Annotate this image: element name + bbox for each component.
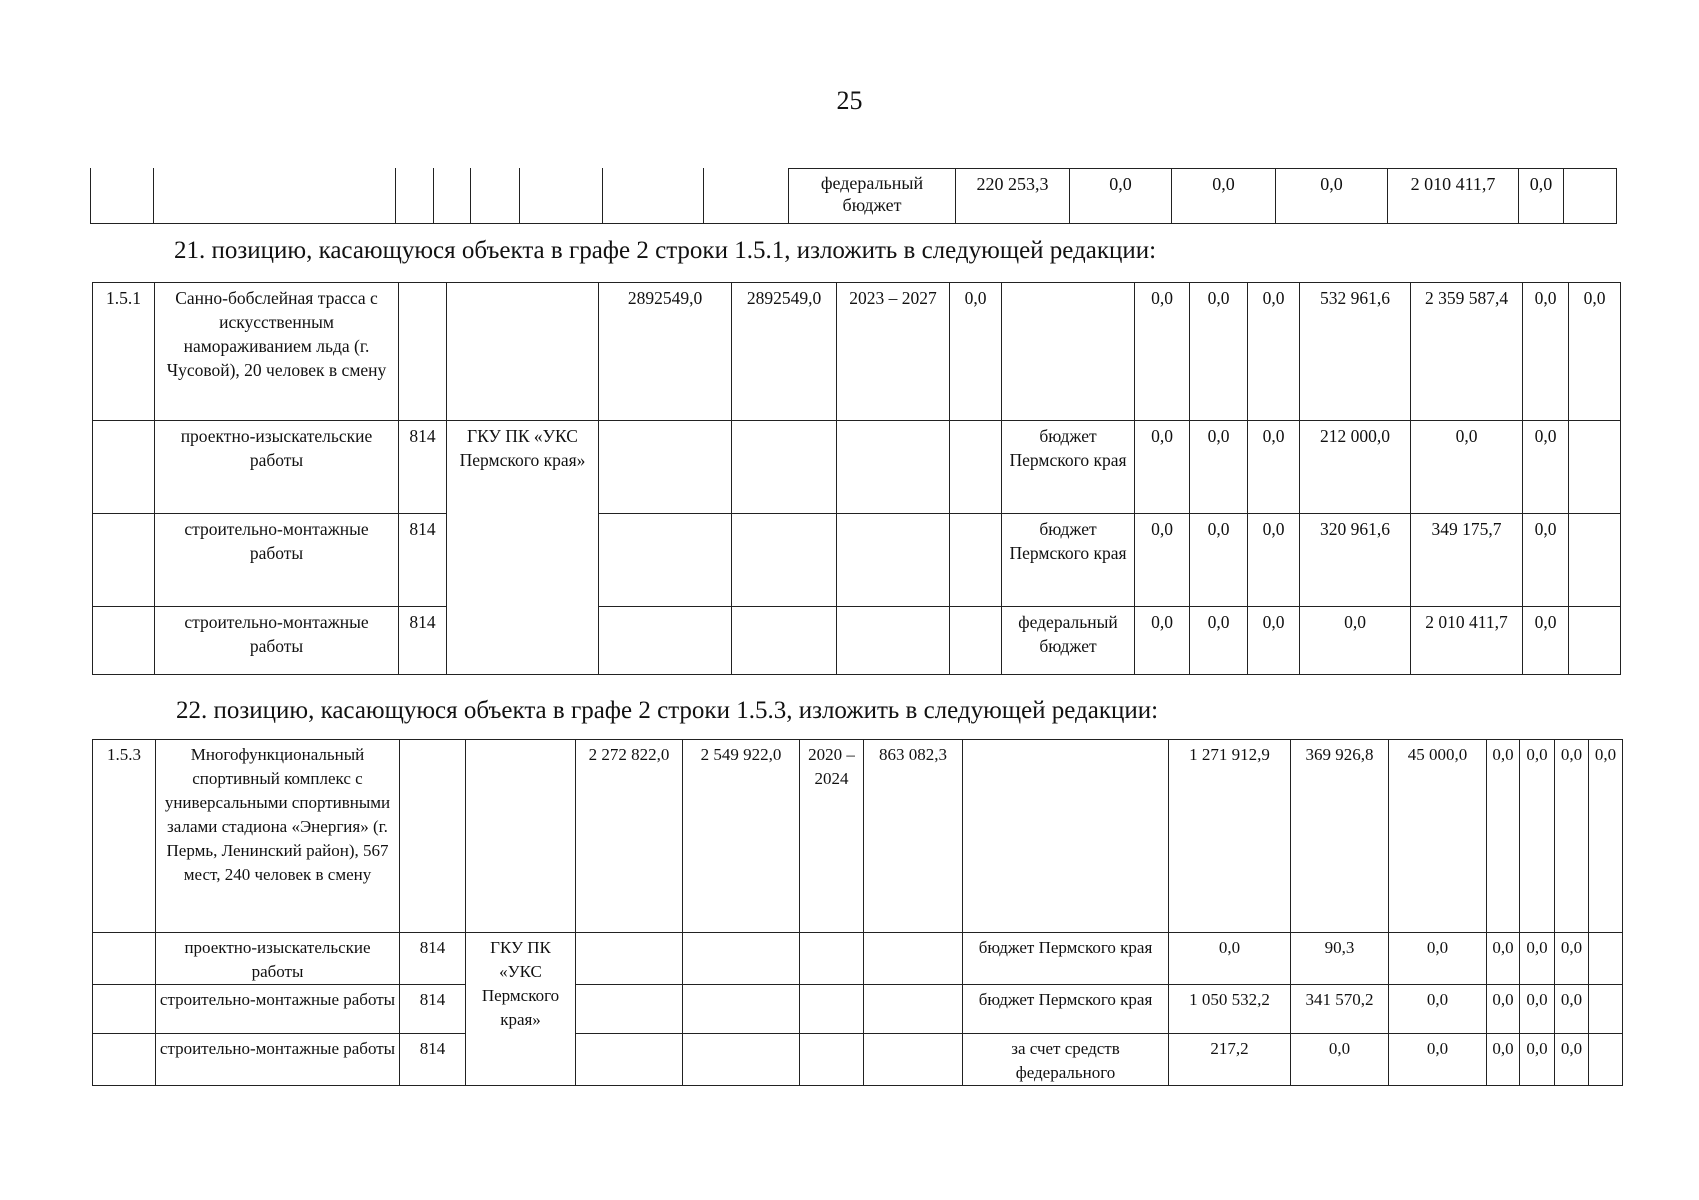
table-row [93,607,1621,675]
value-cell: 349 175,7 [1411,514,1523,607]
value-cell: 341 570,2 [1291,985,1389,1034]
value-cell: 369 926,8 [1291,740,1389,933]
value-cell: 0,0 [1523,283,1569,421]
value-cell: 0,0 [1190,421,1248,514]
value-cell: 0,0 [1135,514,1190,607]
value-cell: 212 000,0 [1300,421,1411,514]
work-type: строительно-монтажные работы [156,985,400,1034]
section-heading-21: 21. позицию, касающуюся объекта в графе 2 строки 1.5.1, изложить в следующей редакции: [174,237,1157,264]
value-cell: 0,0 [1135,421,1190,514]
value-cell: 0,0 [1555,740,1589,933]
value-cell: 0,0 [1276,169,1388,224]
value-cell: 0,0 [1135,283,1190,421]
value-cell: 0,0 [1389,933,1487,985]
value-cell: 0,0 [1520,1034,1555,1086]
value-cell: 0,0 [1389,1034,1487,1086]
budget-source: бюджет Пермского края [1002,421,1135,514]
value-cell: 0,0 [1555,1034,1589,1086]
value-cell: 0,0 [1248,514,1300,607]
table-row [93,421,1621,514]
row-number: 1.5.3 [93,740,156,933]
period-cell: 2020 – 2024 [800,740,864,933]
table-row [93,283,1621,421]
object-name: Многофункциональный спортивный комплекс с универсальными спортивными залами стадиона «Энергия» (г. Пермь, Ленинский район), 567 мест, 240 человек в смену [156,740,400,933]
value-cell: 2 359 587,4 [1411,283,1523,421]
value-cell: 2 010 411,7 [1388,169,1519,224]
object-name: Санно-бобслейная трасса с искусственным намораживанием льда (г. Чусовой), 20 человек в смену [155,283,399,421]
value-cell: 0,0 [1248,283,1300,421]
value-cell: 0,0 [1520,740,1555,933]
work-type: строительно-монтажные работы [155,514,399,607]
object-table-1-5-3 [92,739,1623,1086]
code-cell: 814 [399,607,447,675]
section-heading-22: 22. позицию, касающуюся объекта в графе 2 строки 1.5.3, изложить в следующей редакции: [176,697,1159,724]
value-cell: 0,0 [1487,740,1520,933]
value-cell: 0,0 [1190,607,1248,675]
budget-source: бюджет Пермского края [1002,514,1135,607]
value-cell: 0,0 [1291,1034,1389,1086]
value-cell: 2892549,0 [732,283,837,421]
value-cell: 0,0 [1172,169,1276,224]
code-cell: 814 [400,933,466,985]
budget-source: бюджет Пермского края [963,933,1169,985]
value-cell: 2 549 922,0 [683,740,800,933]
value-cell: 2 010 411,7 [1411,607,1523,675]
page-number: 25 [836,86,863,115]
value-cell: 0,0 [1520,985,1555,1034]
value-cell: 0,0 [1555,985,1589,1034]
value-cell: 863 082,3 [864,740,963,933]
value-cell: 0,0 [1169,933,1291,985]
value-cell: 0,0 [1248,421,1300,514]
value-cell: 45 000,0 [1389,740,1487,933]
value-cell: 0,0 [1520,933,1555,985]
table-row [93,933,1623,985]
budget-source: за счет средств федерального [963,1034,1169,1086]
budget-source: федеральный бюджет [1002,607,1135,675]
row-number: 1.5.1 [93,283,155,421]
object-table-1-5-1 [92,282,1621,675]
value-cell: 0,0 [1300,607,1411,675]
table-row [93,514,1621,607]
table-row [93,1034,1623,1086]
value-cell: 0,0 [1248,607,1300,675]
value-cell: 0,0 [1190,283,1248,421]
value-cell: 0,0 [1190,514,1248,607]
value-cell: 0,0 [1487,985,1520,1034]
value-cell: 0,0 [950,283,1002,421]
work-type: строительно-монтажные работы [156,1034,400,1086]
continuation-table [90,168,1617,224]
budget-source: федеральный бюджет [789,169,956,224]
value-cell: 90,3 [1291,933,1389,985]
value-cell: 1 050 532,2 [1169,985,1291,1034]
budget-source: бюджет Пермского края [963,985,1169,1034]
value-cell: 0,0 [1070,169,1172,224]
value-cell: 532 961,6 [1300,283,1411,421]
value-cell: 0,0 [1569,283,1621,421]
value-cell: 0,0 [1523,514,1569,607]
value-cell: 220 253,3 [956,169,1070,224]
table-row [93,740,1623,933]
value-cell: 217,2 [1169,1034,1291,1086]
code-cell: 814 [400,985,466,1034]
work-type: проектно-изыскательские работы [155,421,399,514]
table-row [93,985,1623,1034]
code-cell: 814 [399,421,447,514]
customer-cell: ГКУ ПК «УКС Пермского края» [466,933,576,1086]
value-cell: 0,0 [1389,985,1487,1034]
value-cell: 2892549,0 [599,283,732,421]
value-cell: 0,0 [1589,740,1623,933]
table-row [91,169,1617,224]
value-cell: 0,0 [1135,607,1190,675]
value-cell: 320 961,6 [1300,514,1411,607]
value-cell: 0,0 [1487,933,1520,985]
code-cell: 814 [399,514,447,607]
value-cell: 0,0 [1555,933,1589,985]
value-cell: 2 272 822,0 [576,740,683,933]
code-cell: 814 [400,1034,466,1086]
value-cell: 0,0 [1519,169,1564,224]
value-cell: 0,0 [1523,607,1569,675]
customer-cell: ГКУ ПК «УКС Пермского края» [447,421,599,675]
value-cell: 0,0 [1487,1034,1520,1086]
value-cell: 1 271 912,9 [1169,740,1291,933]
value-cell: 0,0 [1411,421,1523,514]
work-type: проектно-изыскательские работы [156,933,400,985]
value-cell: 0,0 [1523,421,1569,514]
period-cell: 2023 – 2027 [837,283,950,421]
work-type: строительно-монтажные работы [155,607,399,675]
